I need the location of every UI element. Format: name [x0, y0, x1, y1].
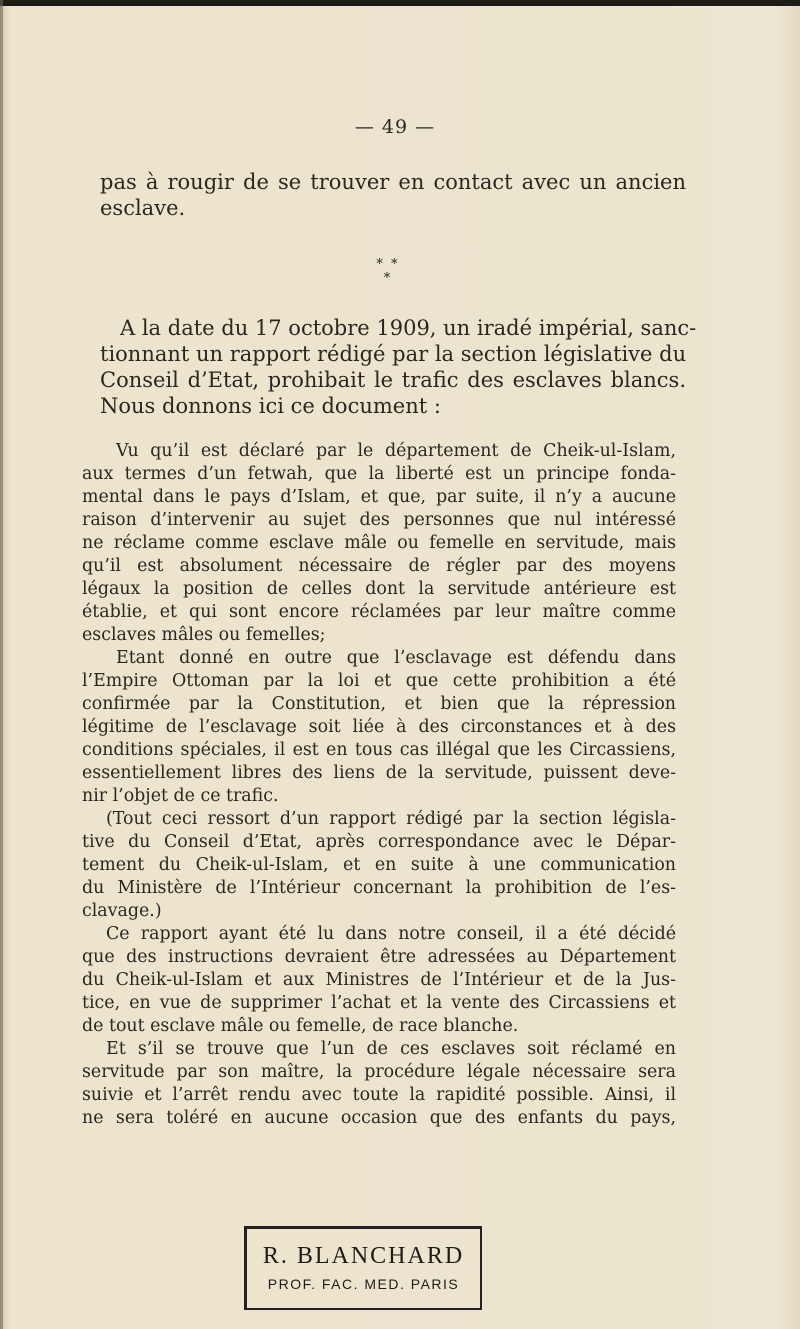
decree-document — [82, 440, 676, 1130]
text-line: essentiellement libres des liens de la servitude, puissent deve- — [82, 763, 676, 783]
text-line: A la date du 17 octobre 1909, un iradé impérial, sanc- — [120, 316, 697, 340]
text-line: (Tout ceci ressort d’un rapport rédigé par la section législa- — [106, 809, 676, 829]
text-line: l’Empire Ottoman par la loi et que cette prohibition a été — [82, 671, 676, 691]
text-line: Conseil d’Etat, prohibait le trafic des esclaves blancs. — [100, 368, 686, 392]
page-left-edge — [0, 0, 3, 1329]
text-line: nir l’objet de ce trafic. — [82, 786, 279, 806]
text-line: du Cheik-ul-Islam et aux Ministres de l’Intérieur et de la Jus- — [82, 970, 676, 990]
text-line: suivie et l’arrêt rendu avec toute la rapidité possible. Ainsi, il — [82, 1085, 676, 1105]
text-line: de tout esclave mâle ou femelle, de race blanche. — [82, 1016, 519, 1036]
stamp-name: R. BLANCHARD — [262, 1243, 465, 1269]
text-line: conditions spéciales, il est en tous cas illégal que les Circassiens, — [82, 740, 676, 760]
text-line: mental dans le pays d’Islam, et que, par suite, il n’y a aucune — [82, 487, 676, 507]
stamp-subtitle: PROF. FAC. MED. PARIS — [267, 1276, 460, 1292]
text-line: clavage.) — [82, 901, 162, 921]
text-line: tive du Conseil d’Etat, après correspondance avec le Dépar- — [82, 832, 676, 852]
text-line: Etant donné en outre que l’esclavage est défendu dans — [116, 648, 676, 668]
text-line: servitude par son maître, la procédure légale nécessaire sera — [82, 1062, 676, 1082]
intro-paragraph — [100, 315, 697, 419]
text-line: légaux la position de celles dont la servitude antérieure est — [82, 579, 676, 599]
text-line: que des instructions devraient être adressées au Département — [82, 947, 676, 967]
asterism-separator — [372, 258, 404, 286]
text-line: tice, en vue de supprimer l’achat et la vente des Circassiens et — [82, 993, 676, 1013]
library-stamp — [244, 1226, 482, 1310]
text-line: esclave. — [100, 196, 186, 220]
text-line: esclaves mâles ou femelles; — [82, 625, 326, 645]
text-line: ne réclame comme esclave mâle ou femelle en servitude, mais — [82, 533, 676, 553]
text-line: légitime de l’esclavage soit liée à des circonstances et à des — [82, 717, 676, 737]
text-line: pas à rougir de se trouver en contact avec un ancien — [100, 170, 686, 194]
text-line: tionnant un rapport rédigé par la section législative du — [100, 342, 687, 366]
text-line: Nous donnons ici ce document : — [100, 394, 441, 418]
text-line: confirmée par la Constitution, et bien que la répression — [82, 694, 676, 714]
text-line: du Ministère de l’Intérieur concernant la prohibition de l’es- — [82, 878, 676, 898]
page-top-edge — [0, 0, 800, 6]
text-line: Vu qu’il est déclaré par le département de Cheik-ul-Islam, — [116, 441, 676, 461]
text-line: tement du Cheik-ul-Islam, et en suite à une communication — [82, 855, 676, 875]
text-line: qu’il est absolument nécessaire de régler par des moyens — [82, 556, 676, 576]
opening-paragraph — [100, 169, 686, 221]
text-line: raison d’intervenir au sujet des personnes que nul intéressé — [82, 510, 676, 530]
text-line: Ce rapport ayant été lu dans notre conseil, il a été décidé — [106, 924, 676, 944]
asterism-text: * * * — [376, 257, 400, 286]
text-line: Et s’il se trouve que l’un de ces esclaves soit réclamé en — [106, 1039, 676, 1059]
text-line: ne sera toléré en aucune occasion que des enfants du pays, — [82, 1108, 676, 1128]
text-line: aux termes d’un fetwah, que la liberté est un principe fonda- — [82, 464, 676, 484]
text-line: établie, et qui sont encore réclamées par leur maître comme — [82, 602, 676, 622]
page-number: — 49 — — [354, 116, 436, 138]
